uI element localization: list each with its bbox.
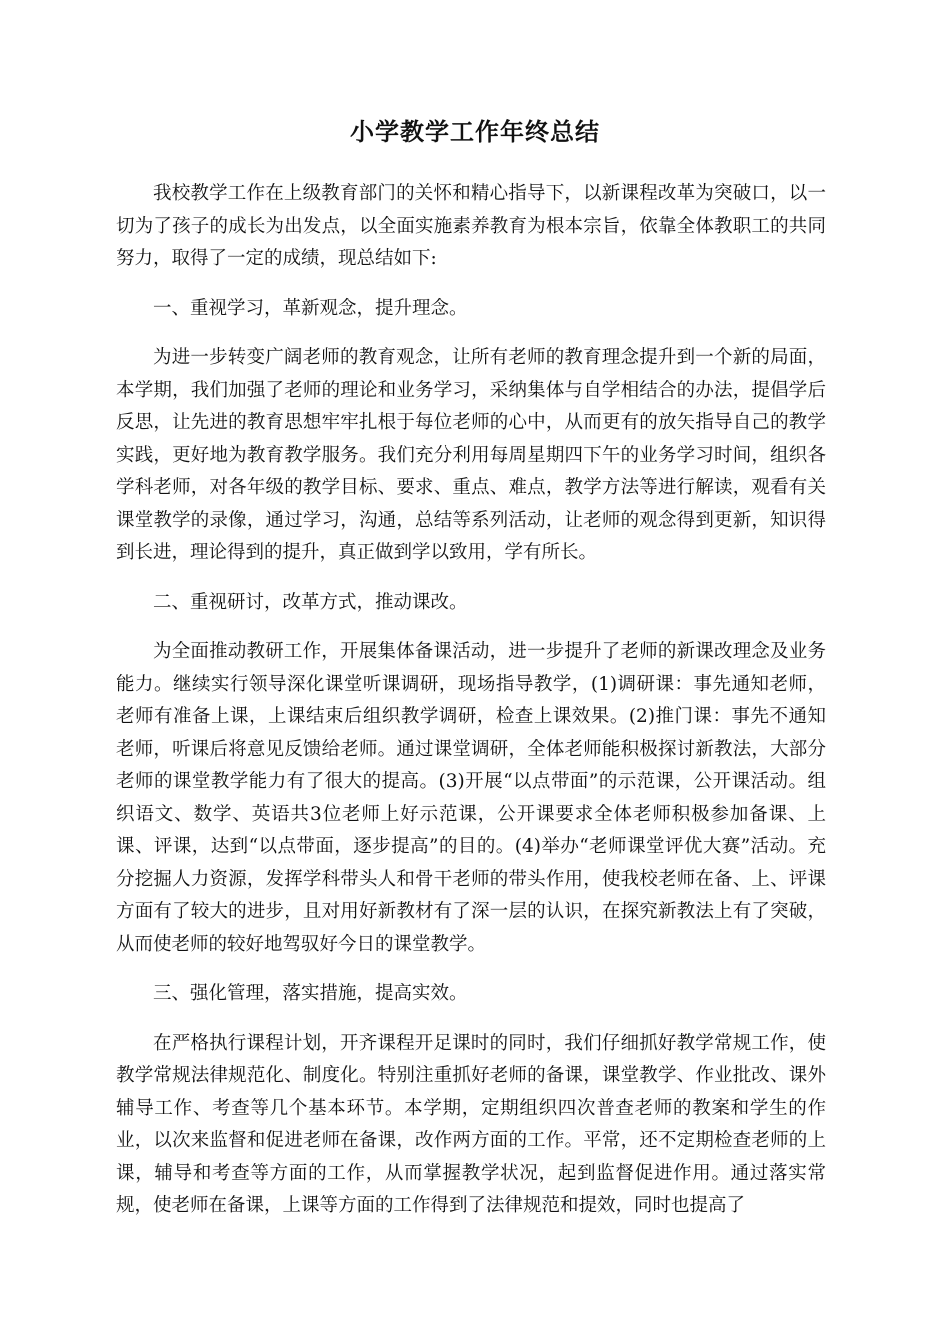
section-2-body: 为全面推动教研工作，开展集体备课活动，进一步提升了老师的新课改理念及业务能力。继续实行领导深化课堂听课调研，现场指导教学，(1)调研课：事先通知老师，老师有准备上课，上课结束后组织教学调研，检查上课效果。(2)推门课：事先不通知老师，听课后将意见反馈给老师。通过课堂调研，全体老师能积极探讨新教法，大部分老师的课堂教学能力有了很大的提高。(3)开展“以点带面”的示范课，公开课活动。组织语文、数学、英语共3位老师上好示范课，公开课要求全体老师积极参加备课、上课、评课，达到“以点带面，逐步提高”的目的。(4)举办“老师课堂评优大赛”活动。充分挖掘人力资源，发挥学科带头人和骨干老师的带头作用，使我校老师在备、上、评课方面有了较大的进步，且对用好新教材有了深一层的认识，在探究新教法上有了突破，从而使老师的较好地驾驭好今日的课堂教学。 bbox=[116, 641, 826, 955]
section-1-heading: 一、重视学习，革新观念，提升理念。 bbox=[153, 297, 468, 319]
section-3-heading: 三、强化管理，落实措施，提高实效。 bbox=[153, 983, 468, 1004]
section-2-heading: 二、重视研讨，改革方式，推动课改。 bbox=[153, 591, 468, 613]
section-1-body: 为进一步转变广阔老师的教育观念，让所有老师的教育理念提升到一个新的局面，本学期，我们加强了老师的理论和业务学习，采纳集体与自学相结合的办法，提倡学后反思，让先进的教育思想牢牢扎根于每位老师的心中，从而更有的放矢指导自己的教学实践，更好地为教育教学服务。我们充分利用每周星期四下午的业务学习时间，组织各学科老师，对各年级的教学目标、要求、重点、难点，教学方法等进行解读，观看有关课堂教学的录像，通过学习，沟通，总结等系列活动，让老师的观念得到更新，知识得到长进，理论得到的提升，真正做到学以致用，学有所长。 bbox=[116, 347, 826, 563]
document-body bbox=[116, 178, 826, 1240]
section-3-body: 在严格执行课程计划，开齐课程开足课时的同时，我们仔细抓好教学常规工作，使教学常规法律规范化、制度化。特别注重抓好老师的备课，课堂教学、作业批改、课外辅导工作、考查等几个基本环节。本学期，定期组织四次普查老师的教案和学生的作业，以次来监督和促进老师在备课，改作两方面的工作。平常，还不定期检查老师的上课，辅导和考查等方面的工作，从而掌握教学状况，起到监督促进作用。通过落实常规，使老师在备课，上课等方面的工作得到了法律规范和提效，同时也提高了 bbox=[116, 1032, 826, 1216]
intro-paragraph: 我校教学工作在上级教育部门的关怀和精心指导下，以新课程改革为突破口，以一切为了孩子的成长为出发点，以全面实施素养教育为根本宗旨，依靠全体教职工的共同努力，取得了一定的成绩，现总结如下: bbox=[116, 183, 826, 269]
document-title: 小学教学工作年终总结 bbox=[350, 117, 600, 146]
